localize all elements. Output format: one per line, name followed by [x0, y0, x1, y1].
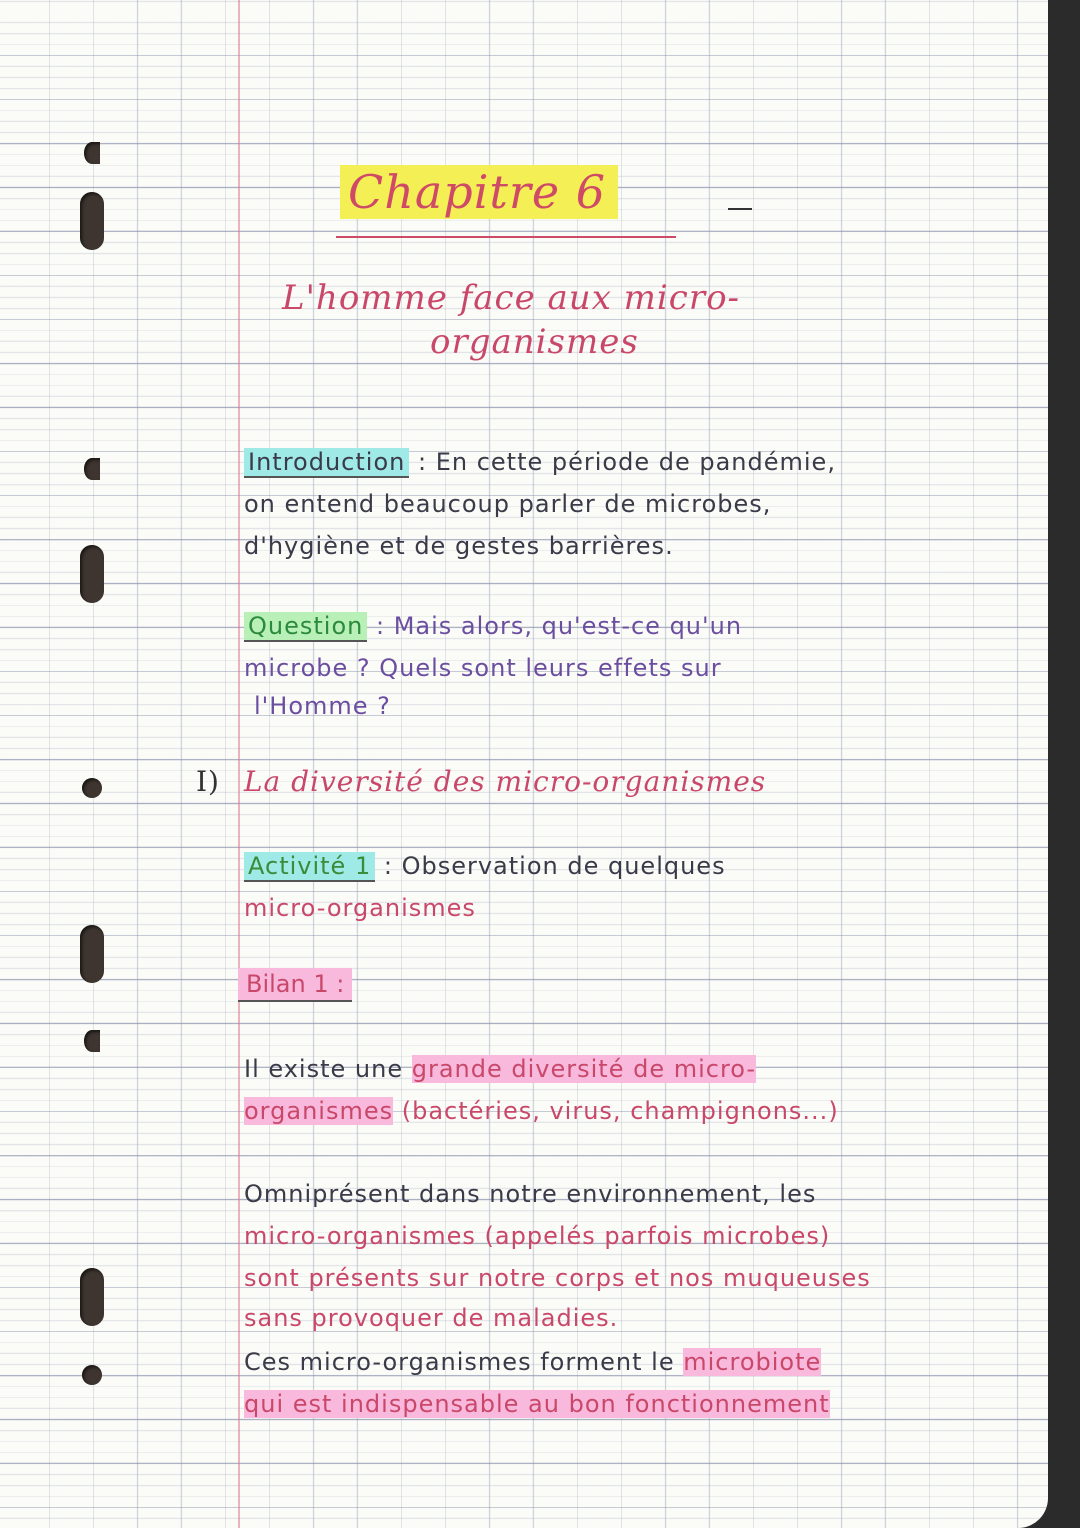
intro-line3: d'hygiène et de gestes barrières. — [244, 532, 674, 560]
bilan-text: Il existe une — [244, 1055, 412, 1083]
bilan-highlight: organismes — [244, 1097, 394, 1125]
binder-hole — [80, 192, 104, 250]
section-heading — [196, 765, 766, 798]
question-text: : Mais alors, qu'est-ce qu'un — [375, 612, 743, 640]
bilan-p1-line1 — [244, 1055, 756, 1083]
bilan-label: Bilan 1 : — [238, 968, 352, 1002]
chapter-subtitle-line2: organismes — [430, 322, 639, 362]
question-line1 — [244, 612, 742, 640]
bilan-highlight: qui est indispensable au bon fonctionnement — [244, 1390, 830, 1418]
chapter-subtitle-line1: L'homme face aux micro- — [282, 278, 741, 318]
bilan-p2-line2: micro-organismes (appelés parfois microbes) — [244, 1222, 831, 1250]
chapter-title: Chapitre 6 — [340, 165, 618, 219]
bilan-p3-line2 — [244, 1390, 830, 1418]
bilan-p2-line4: sans provoquer de maladies. — [244, 1304, 619, 1332]
binder-hole — [80, 545, 104, 603]
section-number: I) — [196, 765, 220, 798]
binder-hole — [82, 1365, 102, 1385]
question-line3: l'Homme ? — [254, 692, 391, 720]
intro-line2: on entend beaucoup parler de microbes, — [244, 490, 772, 518]
binder-hole — [80, 1268, 104, 1326]
question-line2: microbe ? Quels sont leurs effets sur — [244, 654, 722, 682]
bilan-text: (bactéries, virus, champignons...) — [393, 1097, 839, 1125]
intro-text: : En cette période de pandémie, — [417, 448, 836, 476]
bilan-p2-line3: sont présents sur notre corps et nos muqueuses — [244, 1264, 871, 1292]
binder-hole — [84, 458, 100, 480]
bilan-p3-line1 — [244, 1348, 821, 1376]
activite-text: : Observation de quelques — [383, 852, 726, 880]
question-label: Question — [244, 612, 367, 642]
section-title: La diversité des micro-organismes — [243, 765, 767, 798]
bilan-highlight: microbiote — [683, 1348, 822, 1376]
bilan-p2-line1: Omniprésent dans notre environnement, les — [244, 1180, 817, 1208]
activite-line1 — [244, 852, 726, 880]
binder-hole — [80, 925, 104, 983]
margin-line — [238, 0, 240, 1528]
bilan-p1-line2 — [244, 1097, 839, 1125]
binder-hole — [82, 778, 102, 798]
binder-hole — [84, 142, 100, 164]
activite-line2: micro-organismes — [244, 894, 476, 922]
binder-hole — [84, 1030, 100, 1052]
title-underline — [336, 236, 676, 238]
bilan-highlight: grande diversité de micro- — [411, 1055, 757, 1083]
intro-line1 — [244, 448, 836, 476]
activite-label: Activité 1 — [244, 852, 375, 882]
intro-label: Introduction — [244, 448, 409, 478]
bilan-text: Ces micro-organismes forment le — [244, 1348, 684, 1376]
title-dash — [728, 208, 752, 210]
